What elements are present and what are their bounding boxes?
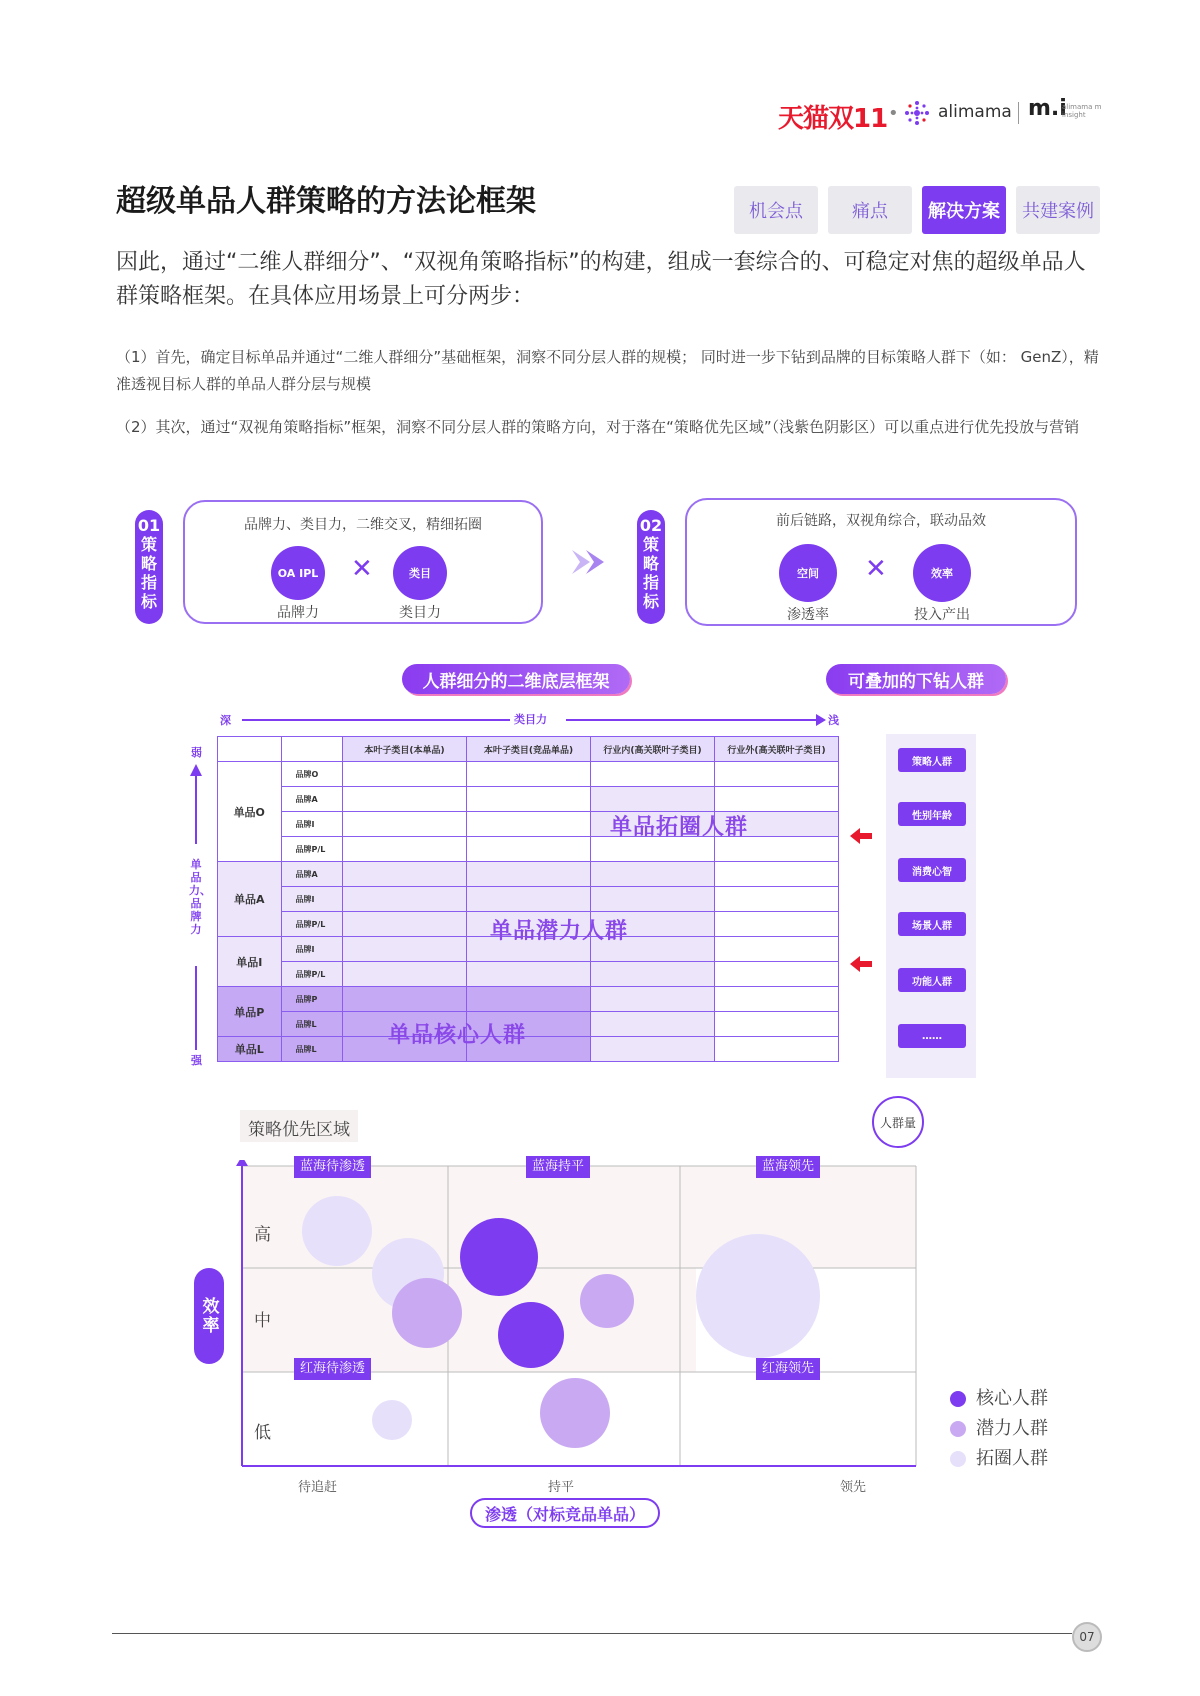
brand-cell: 品牌I [281, 887, 342, 912]
table-corner [281, 737, 342, 762]
quadrant-label: 蓝海领先 [756, 1156, 820, 1178]
quadrant-label: 红海待渗透 [294, 1358, 371, 1380]
legend-item: 核心人群 [950, 1384, 1048, 1414]
bubble-core [460, 1218, 538, 1296]
bubble-potential [580, 1274, 634, 1328]
legend-dot [950, 1451, 966, 1467]
brand-cell: 品牌L [281, 1037, 342, 1062]
strategy-2-box [685, 498, 1077, 626]
axis-category-label: 类目力 [514, 713, 547, 726]
framework-pill: 人群细分的二维底层框架 [402, 664, 630, 694]
brand-cell: 品牌I [281, 937, 342, 962]
axis-weak-label: 弱 [191, 746, 202, 759]
drilldown-item[interactable]: 策略人群 [898, 748, 966, 772]
brand-cell: 品牌L [281, 1012, 342, 1037]
space-circle: 空间 [779, 544, 837, 602]
page-number: 07 [1072, 1622, 1102, 1652]
quadrant-label: 蓝海持平 [526, 1156, 590, 1178]
drilldown-item[interactable]: …… [898, 1024, 966, 1048]
axis-strong-label: 强 [191, 1054, 202, 1067]
footer-rule [112, 1633, 1072, 1634]
arrow-left-icon [850, 828, 872, 844]
table-corner [218, 737, 282, 762]
side-axis-line-bottom [195, 966, 197, 1050]
bubble-expand [302, 1196, 372, 1266]
y-tick: 高 [254, 1225, 271, 1245]
arrow-right-icon [816, 714, 826, 726]
y-tick: 低 [254, 1423, 271, 1443]
logo-divider [1018, 102, 1019, 124]
y-tick: 中 [254, 1311, 271, 1331]
crowd-framework-table [217, 736, 839, 1062]
brand-power-circle: OA IPL [271, 546, 325, 600]
strategy-1-box [183, 500, 543, 624]
brand-power-label: 品牌力 [277, 605, 319, 621]
x-tick: 持平 [548, 1480, 575, 1495]
x-tick: 待追赶 [298, 1480, 338, 1495]
intro-text: 因此，通过“二维人群细分”、“双视角策略指标”的构建，组成一套综合的、可稳定对焦的超级单品人群策略框架。在具体应用场景上可分两步： [116, 250, 1086, 309]
axis-shallow-label: 浅 [828, 714, 839, 727]
legend-item: 拓圈人群 [950, 1444, 1048, 1474]
bubble-expand [372, 1400, 412, 1440]
brand-cell: 品牌P/L [281, 912, 342, 937]
strategy-2-heading: 前后链路，双视角综合，联动品效 [776, 513, 986, 529]
tab-cases[interactable]: 共建案例 [1016, 186, 1100, 234]
strategy-1-heading: 品牌力、类目力，二维交叉，精细拓圈 [244, 517, 482, 533]
col-header: 本叶子类目(本单品) [342, 737, 466, 762]
expand-crowd-label: 单品拓圈人群 [610, 815, 749, 840]
drilldown-item[interactable]: 消费心智 [898, 858, 966, 882]
col-header: 行业内(高关联叶子类目) [590, 737, 714, 762]
priority-area-title: 策略优先区域 [248, 1120, 350, 1140]
brand-cell: 品牌A [281, 787, 342, 812]
legend-dot [950, 1391, 966, 1407]
bubble-expand [696, 1234, 820, 1358]
step-1-text: （1）首先，确定目标单品并通过“二维人群细分”基础框架，洞察不同分层人群的规模； 同时进一步下钻到品牌的目标策略人群下（如： GenZ），精准透视目标人群的单品人群分层与规模 [116, 348, 1099, 393]
brand-cell: 品牌P/L [281, 837, 342, 862]
side-axis-line-top [195, 774, 197, 844]
col-header: 行业外(高关联叶子类目) [714, 737, 838, 762]
brand-cell: 品牌O [281, 762, 342, 787]
step-2-text: （2）其次，通过“双视角策略指标”框架，洞察不同分层人群的策略方向，对于落在“策略优先区域”（浅紫色阴影区）可以重点进行优先投放与营销 [116, 418, 1080, 436]
row-group-label: 单品I [218, 937, 282, 987]
size-legend-circle: 人群量 [872, 1096, 924, 1148]
quadrant-label: 红海领先 [756, 1358, 820, 1380]
x-axis-label: 渗透（对标竞品单品） [470, 1498, 660, 1528]
section-tabs [734, 186, 1100, 234]
strategy-1-tag: 01策略指标 [135, 510, 163, 624]
arrow-left-icon [850, 956, 872, 972]
y-axis-label: 效率 [194, 1268, 224, 1364]
row-group-label: 单品L [218, 1037, 282, 1062]
drilldown-item[interactable]: 场景人群 [898, 912, 966, 936]
category-circle: 类目 [393, 546, 447, 600]
page-title: 超级单品人群策略的方法论框架 [116, 184, 536, 219]
quadrant-label: 蓝海待渗透 [294, 1156, 371, 1178]
potential-crowd-label: 单品潜力人群 [490, 919, 629, 944]
brand-cell: 品牌I [281, 812, 342, 837]
alimama-logo-text: alimama [938, 102, 1012, 122]
top-axis-line-left [242, 719, 510, 721]
strategy-2-tag: 02策略指标 [637, 510, 665, 624]
x-tick: 领先 [840, 1480, 867, 1495]
bubble-legend [950, 1384, 1048, 1474]
penetration-label: 渗透率 [787, 607, 829, 623]
legend-item: 潜力人群 [950, 1414, 1048, 1444]
legend-dot [950, 1421, 966, 1437]
drilldown-pill: 可叠加的下钻人群 [826, 664, 1006, 694]
bubble-potential [392, 1278, 462, 1348]
efficiency-circle: 效率 [913, 544, 971, 602]
brand-cell: 品牌P [281, 987, 342, 1012]
category-power-label: 类目力 [399, 605, 441, 621]
tab-pain-points[interactable]: 痛点 [828, 186, 912, 234]
drilldown-list [886, 734, 976, 1078]
bubble-potential [540, 1378, 610, 1448]
drilldown-item[interactable]: 功能人群 [898, 968, 966, 992]
logo-separator-dot: • [888, 103, 899, 124]
axis-product-brand-label: 单品力、品牌力 [189, 858, 211, 936]
top-axis-line-right [566, 719, 822, 721]
double-chevron-right-icon [570, 548, 610, 576]
row-group-label: 单品A [218, 862, 282, 937]
row-group-label: 单品P [218, 987, 282, 1037]
tab-opportunity[interactable]: 机会点 [734, 186, 818, 234]
mi-logo-sub: alimama m insight [1062, 103, 1102, 119]
multiply-icon: ✕ [351, 554, 373, 584]
brand-cell: 品牌P/L [281, 962, 342, 987]
tmall-logo: 天猫双11 [778, 104, 888, 134]
roi-label: 投入产出 [914, 607, 970, 623]
mi-logo: m.i [1028, 96, 1067, 121]
multiply-icon: ✕ [865, 554, 887, 584]
axis-deep-label: 深 [220, 714, 231, 727]
drilldown-item[interactable]: 性别年龄 [898, 802, 966, 826]
brand-cell: 品牌A [281, 862, 342, 887]
row-group-label: 单品O [218, 762, 282, 862]
bubble-core [498, 1302, 564, 1368]
tab-solution[interactable]: 解决方案 [922, 186, 1006, 234]
col-header: 本叶子类目(竞品单品) [466, 737, 590, 762]
alimama-star-icon [902, 98, 932, 128]
core-crowd-label: 单品核心人群 [388, 1023, 527, 1048]
